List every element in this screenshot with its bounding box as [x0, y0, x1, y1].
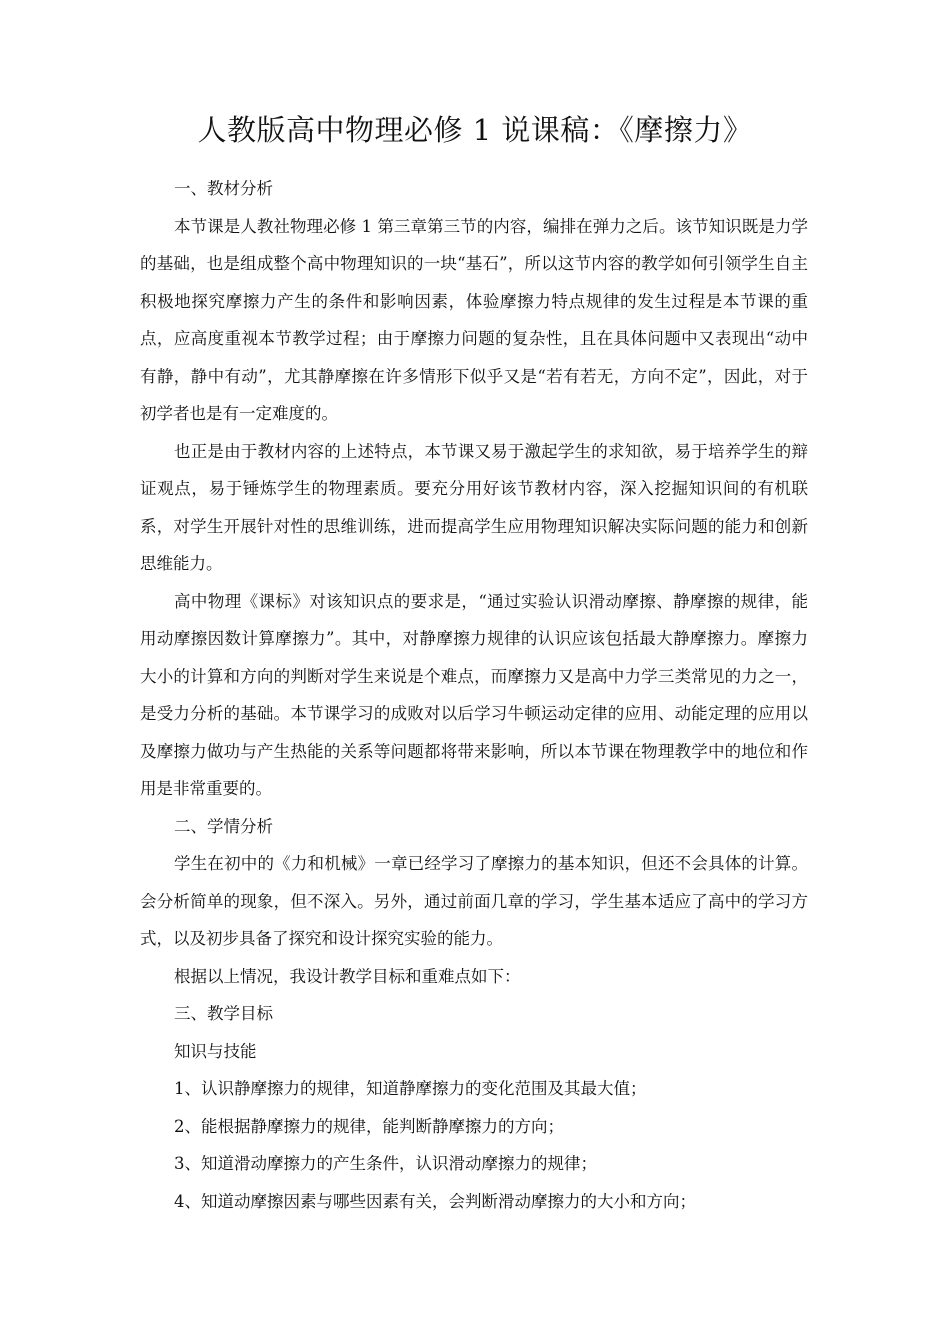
body-paragraph: 本节课是人教社物理必修 1 第三章第三节的内容，编排在弹力之后。该节知识既是力学的基础，也是组成整个高中物理知识的一块“基石”，所以这节内容的教学如何引领学生自主积极地探究摩擦力产生的条件和影响因素，体验摩擦力特点规律的发生过程是本节课的重点，应高度重视本节教学过程；由于摩擦力问题的复杂性，且在具体问题中又表现出“动中有静，静中有动”，尤其静摩擦在许多情形下似乎又是“若有若无，方向不定”，因此，对于初学者也是有一定难度的。 — [140, 216, 808, 423]
section-heading-student-analysis: 二、学情分析 — [174, 816, 273, 836]
document-title: 人教版高中物理必修 1 说课稿：《摩擦力》 — [197, 113, 753, 147]
section-heading-textbook-analysis: 一、教材分析 — [174, 179, 273, 198]
list-item: 3、知道滑动摩擦力的产生条件，认识滑动摩擦力的规律； — [174, 1154, 597, 1173]
body-paragraph: 高中物理《课标》对该知识点的要求是，“通过实验认识滑动摩擦、静摩擦的规律，能用动摩擦因数计算摩擦力”。其中，对静摩擦力规律的认识应该包括最大静摩擦力。摩擦力大小的计算和方向的判断对学生来说是个难点，而摩擦力又是高中力学三类常见的力之一，是受力分析的基础。本节课学习的成败对以后学习牛顿运动定律的应用、动能定理的应用以及摩擦力做功与产生热能的关系等问题都将带来影响，所以本节课在物理教学中的地位和作用是非常重要的。 — [140, 591, 808, 798]
body-paragraph: 学生在初中的《力和机械》一章已经学习了摩擦力的基本知识，但还不会具体的计算。会分析简单的现象，但不深入。另外，通过前面几章的学习，学生基本适应了高中的学习方式，以及初步具备了探究和设计探究实验的能力。 — [140, 854, 808, 948]
list-item: 2、能根据静摩擦力的规律，能判断静摩擦力的方向； — [174, 1116, 564, 1136]
section-heading-teaching-goals: 三、教学目标 — [174, 1004, 273, 1023]
body-paragraph: 根据以上情况，我设计教学目标和重难点如下： — [174, 966, 521, 986]
document-body — [140, 170, 808, 1220]
body-paragraph: 也正是由于教材内容的上述特点，本节课又易于激起学生的求知欲，易于培养学生的辩证观点，易于锤炼学生的物理素质。要充分用好该节教材内容，深入挖掘知识间的有机联系，对学生开展针对性的思维训练，进而提高学生应用物理知识解决实际问题的能力和创新思维能力。 — [140, 441, 808, 573]
list-item: 1、认识静摩擦力的规律，知道静摩擦力的变化范围及其最大值； — [174, 1079, 647, 1098]
subheading-knowledge-skills: 知识与技能 — [174, 1041, 257, 1061]
list-item: 4、知道动摩擦因素与哪些因素有关，会判断滑动摩擦力的大小和方向； — [174, 1191, 696, 1211]
